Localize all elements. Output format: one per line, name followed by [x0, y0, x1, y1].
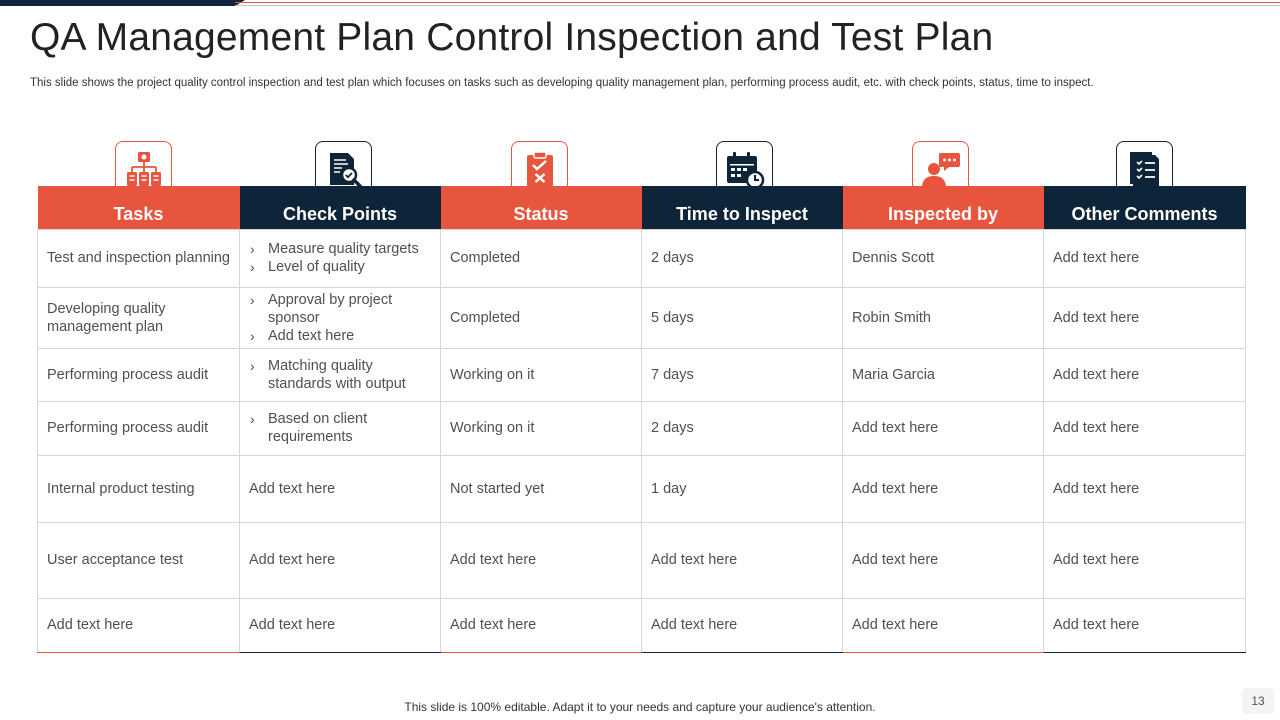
table-header-row [38, 186, 1246, 229]
header-status: Status [441, 186, 642, 229]
inspector-cell: Add text here [843, 522, 1044, 598]
checkpoint-item: › Add text here [249, 327, 432, 345]
header-time-to-inspect: Time to Inspect [642, 186, 843, 229]
time-cell: 7 days [642, 348, 843, 401]
header-tasks: Tasks [38, 186, 240, 229]
time-cell: 5 days [642, 287, 843, 348]
calendar-clock-icon [725, 150, 765, 190]
status-cell: Working on it [441, 348, 642, 401]
table-row [38, 287, 1246, 348]
comments-cell: Add text here [1044, 455, 1246, 522]
document-search-icon [324, 150, 364, 190]
status-cell: Not started yet [441, 455, 642, 522]
checkpoints-list [249, 410, 432, 446]
table-row [38, 401, 1246, 455]
inspector-cell: Dennis Scott [843, 229, 1044, 287]
checkpoints-cell: Add text here [240, 455, 441, 522]
status-cell: Completed [441, 287, 642, 348]
top-decor-grey-line [235, 5, 1280, 6]
task-cell: User acceptance test [38, 522, 240, 598]
checkpoints-cell [240, 348, 441, 401]
inspector-cell: Add text here [843, 401, 1044, 455]
clipboard-check-icon [520, 150, 560, 190]
table-row [38, 522, 1246, 598]
time-cell: Add text here [642, 522, 843, 598]
checkpoint-item: › Based on client requirements [249, 410, 432, 446]
comments-cell: Add text here [1044, 522, 1246, 598]
top-decor-dark-bar [0, 0, 245, 6]
checkpoints-cell [240, 287, 441, 348]
slide-footer: This slide is 100% editable. Adapt it to your needs and capture your audience's attention. [404, 700, 876, 714]
header-check-points: Check Points [240, 186, 441, 229]
slide-title: QA Management Plan Control Inspection and Test Plan [30, 16, 994, 59]
comments-cell: Add text here [1044, 229, 1246, 287]
checkpoint-item: › Matching quality standards with output [249, 357, 432, 393]
comments-cell: Add text here [1044, 598, 1246, 652]
checkpoints-list [249, 291, 432, 345]
status-cell: Add text here [441, 522, 642, 598]
time-cell: 2 days [642, 401, 843, 455]
checkpoint-item: › Approval by project sponsor [249, 291, 432, 327]
workflow-icon [124, 150, 164, 190]
status-cell: Add text here [441, 598, 642, 652]
inspector-cell: Maria Garcia [843, 348, 1044, 401]
table-row [38, 229, 1246, 287]
person-chat-icon [921, 150, 961, 190]
task-cell: Test and inspection planning [38, 229, 240, 287]
checkpoints-list [249, 240, 432, 276]
task-cell: Performing process audit [38, 348, 240, 401]
checkpoint-item: › Measure quality targets [249, 240, 432, 258]
checkpoint-item: › Level of quality [249, 258, 432, 276]
table-row [38, 455, 1246, 522]
time-cell: 2 days [642, 229, 843, 287]
task-cell: Developing quality management plan [38, 287, 240, 348]
status-cell: Working on it [441, 401, 642, 455]
header-other-comments: Other Comments [1044, 186, 1246, 229]
table-row [38, 348, 1246, 401]
header-inspected-by: Inspected by [843, 186, 1044, 229]
comments-cell: Add text here [1044, 401, 1246, 455]
checkpoints-cell [240, 401, 441, 455]
comments-cell: Add text here [1044, 348, 1246, 401]
comments-cell: Add text here [1044, 287, 1246, 348]
inspection-plan-table [37, 186, 1246, 653]
inspector-cell: Add text here [843, 598, 1044, 652]
task-cell: Performing process audit [38, 401, 240, 455]
time-cell: 1 day [642, 455, 843, 522]
slide-subtitle: This slide shows the project quality control inspection and test plan which focuses on tasks such as developing quality management plan, performing process audit, etc. with check points, status, time to inspect. [30, 77, 1094, 89]
checkpoints-cell: Add text here [240, 598, 441, 652]
table-row [38, 598, 1246, 652]
inspector-cell: Add text here [843, 455, 1044, 522]
time-cell: Add text here [642, 598, 843, 652]
task-cell: Internal product testing [38, 455, 240, 522]
checkpoints-cell [240, 229, 441, 287]
task-cell: Add text here [38, 598, 240, 652]
checkpoints-cell: Add text here [240, 522, 441, 598]
inspector-cell: Robin Smith [843, 287, 1044, 348]
top-decor-red-line [235, 2, 1280, 3]
checklist-icon [1125, 150, 1165, 190]
status-cell: Completed [441, 229, 642, 287]
page-number: 13 [1242, 688, 1274, 714]
top-decor-strip [0, 0, 1280, 7]
checkpoints-list [249, 357, 432, 393]
